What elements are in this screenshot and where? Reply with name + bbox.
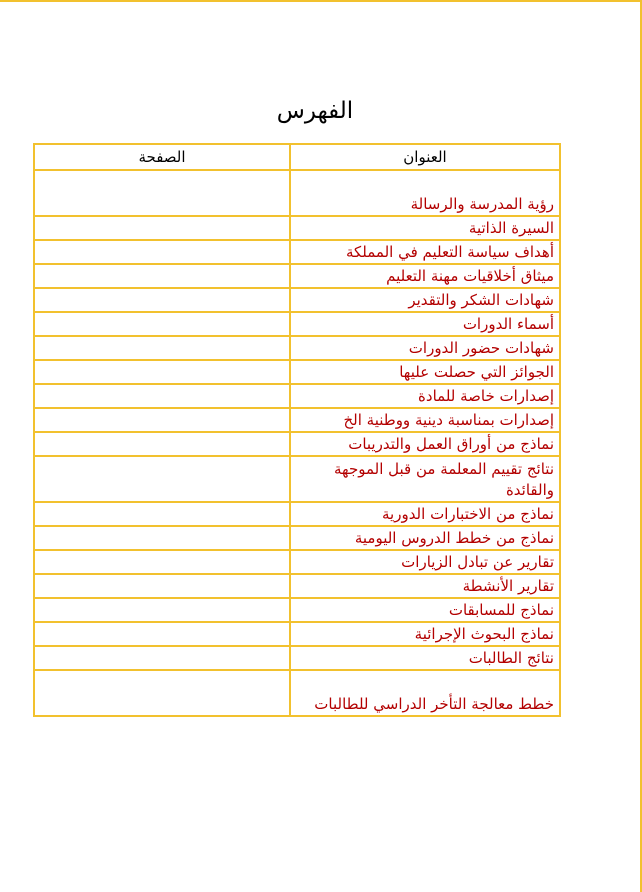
table-row: [34, 622, 560, 646]
table-of-contents: [33, 143, 561, 717]
table-row: [34, 456, 560, 502]
toc-item-page: [34, 502, 290, 526]
column-header-page: الصفحة: [34, 144, 290, 170]
toc-item-page: [34, 598, 290, 622]
table-row: [34, 240, 560, 264]
table-row: [34, 670, 560, 716]
table-row: [34, 264, 560, 288]
toc-item-page: [34, 574, 290, 598]
toc-item-page: [34, 360, 290, 384]
column-header-title: العنوان: [290, 144, 560, 170]
toc-item-title: أهداف سياسة التعليم في المملكة: [290, 240, 560, 264]
toc-item-title: خطط معالجة التأخر الدراسي للطالبات: [290, 670, 560, 716]
toc-item-page: [34, 456, 290, 502]
table-row: [34, 408, 560, 432]
toc-item-title: تقارير الأنشطة: [290, 574, 560, 598]
toc-item-page: [34, 288, 290, 312]
toc-item-title: نماذج من الاختبارات الدورية: [290, 502, 560, 526]
table-row: [34, 574, 560, 598]
table-row: [34, 550, 560, 574]
toc-item-title: نماذج من أوراق العمل والتدريبات: [290, 432, 560, 456]
toc-item-page: [34, 408, 290, 432]
table-row: [34, 432, 560, 456]
table-row: [34, 216, 560, 240]
toc-item-page: [34, 240, 290, 264]
table-header-row: [34, 144, 560, 170]
toc-item-page: [34, 170, 290, 216]
page-title: الفهرس: [276, 98, 354, 124]
toc-item-page: [34, 336, 290, 360]
toc-item-title: رؤية المدرسة والرسالة: [290, 170, 560, 216]
toc-item-page: [34, 526, 290, 550]
table-row: [34, 336, 560, 360]
table-row: [34, 170, 560, 216]
toc-item-title: نماذج من خطط الدروس اليومية: [290, 526, 560, 550]
toc-item-title: نماذج للمسابقات: [290, 598, 560, 622]
table-row: [34, 384, 560, 408]
toc-item-title: تقارير عن تبادل الزيارات: [290, 550, 560, 574]
toc-item-page: [34, 670, 290, 716]
toc-item-page: [34, 550, 290, 574]
table-row: [34, 312, 560, 336]
table-row: [34, 646, 560, 670]
toc-item-title: نماذج البحوث الإجرائية: [290, 622, 560, 646]
toc-item-page: [34, 646, 290, 670]
toc-item-title: شهادات حضور الدورات: [290, 336, 560, 360]
table-row: [34, 502, 560, 526]
toc-item-title: إصدارات بمناسبة دينية ووطنية الخ: [290, 408, 560, 432]
table-row: [34, 598, 560, 622]
toc-item-page: [34, 622, 290, 646]
toc-item-page: [34, 264, 290, 288]
toc-item-page: [34, 216, 290, 240]
table-row: [34, 360, 560, 384]
toc-item-page: [34, 432, 290, 456]
toc-item-title: شهادات الشكر والتقدير: [290, 288, 560, 312]
toc-item-page: [34, 312, 290, 336]
toc-item-title: إصدارات خاصة للمادة: [290, 384, 560, 408]
toc-item-title: الجوائز التي حصلت عليها: [290, 360, 560, 384]
toc-item-title: أسماء الدورات: [290, 312, 560, 336]
table-row: [34, 288, 560, 312]
toc-item-title: ميثاق أخلاقيات مهنة التعليم: [290, 264, 560, 288]
toc-item-title: نتائج الطالبات: [290, 646, 560, 670]
table-row: [34, 526, 560, 550]
toc-item-title: السيرة الذاتية: [290, 216, 560, 240]
toc-item-page: [34, 384, 290, 408]
toc-item-title: نتائج تقييم المعلمة من قبل الموجهة والقائدة: [290, 456, 560, 502]
